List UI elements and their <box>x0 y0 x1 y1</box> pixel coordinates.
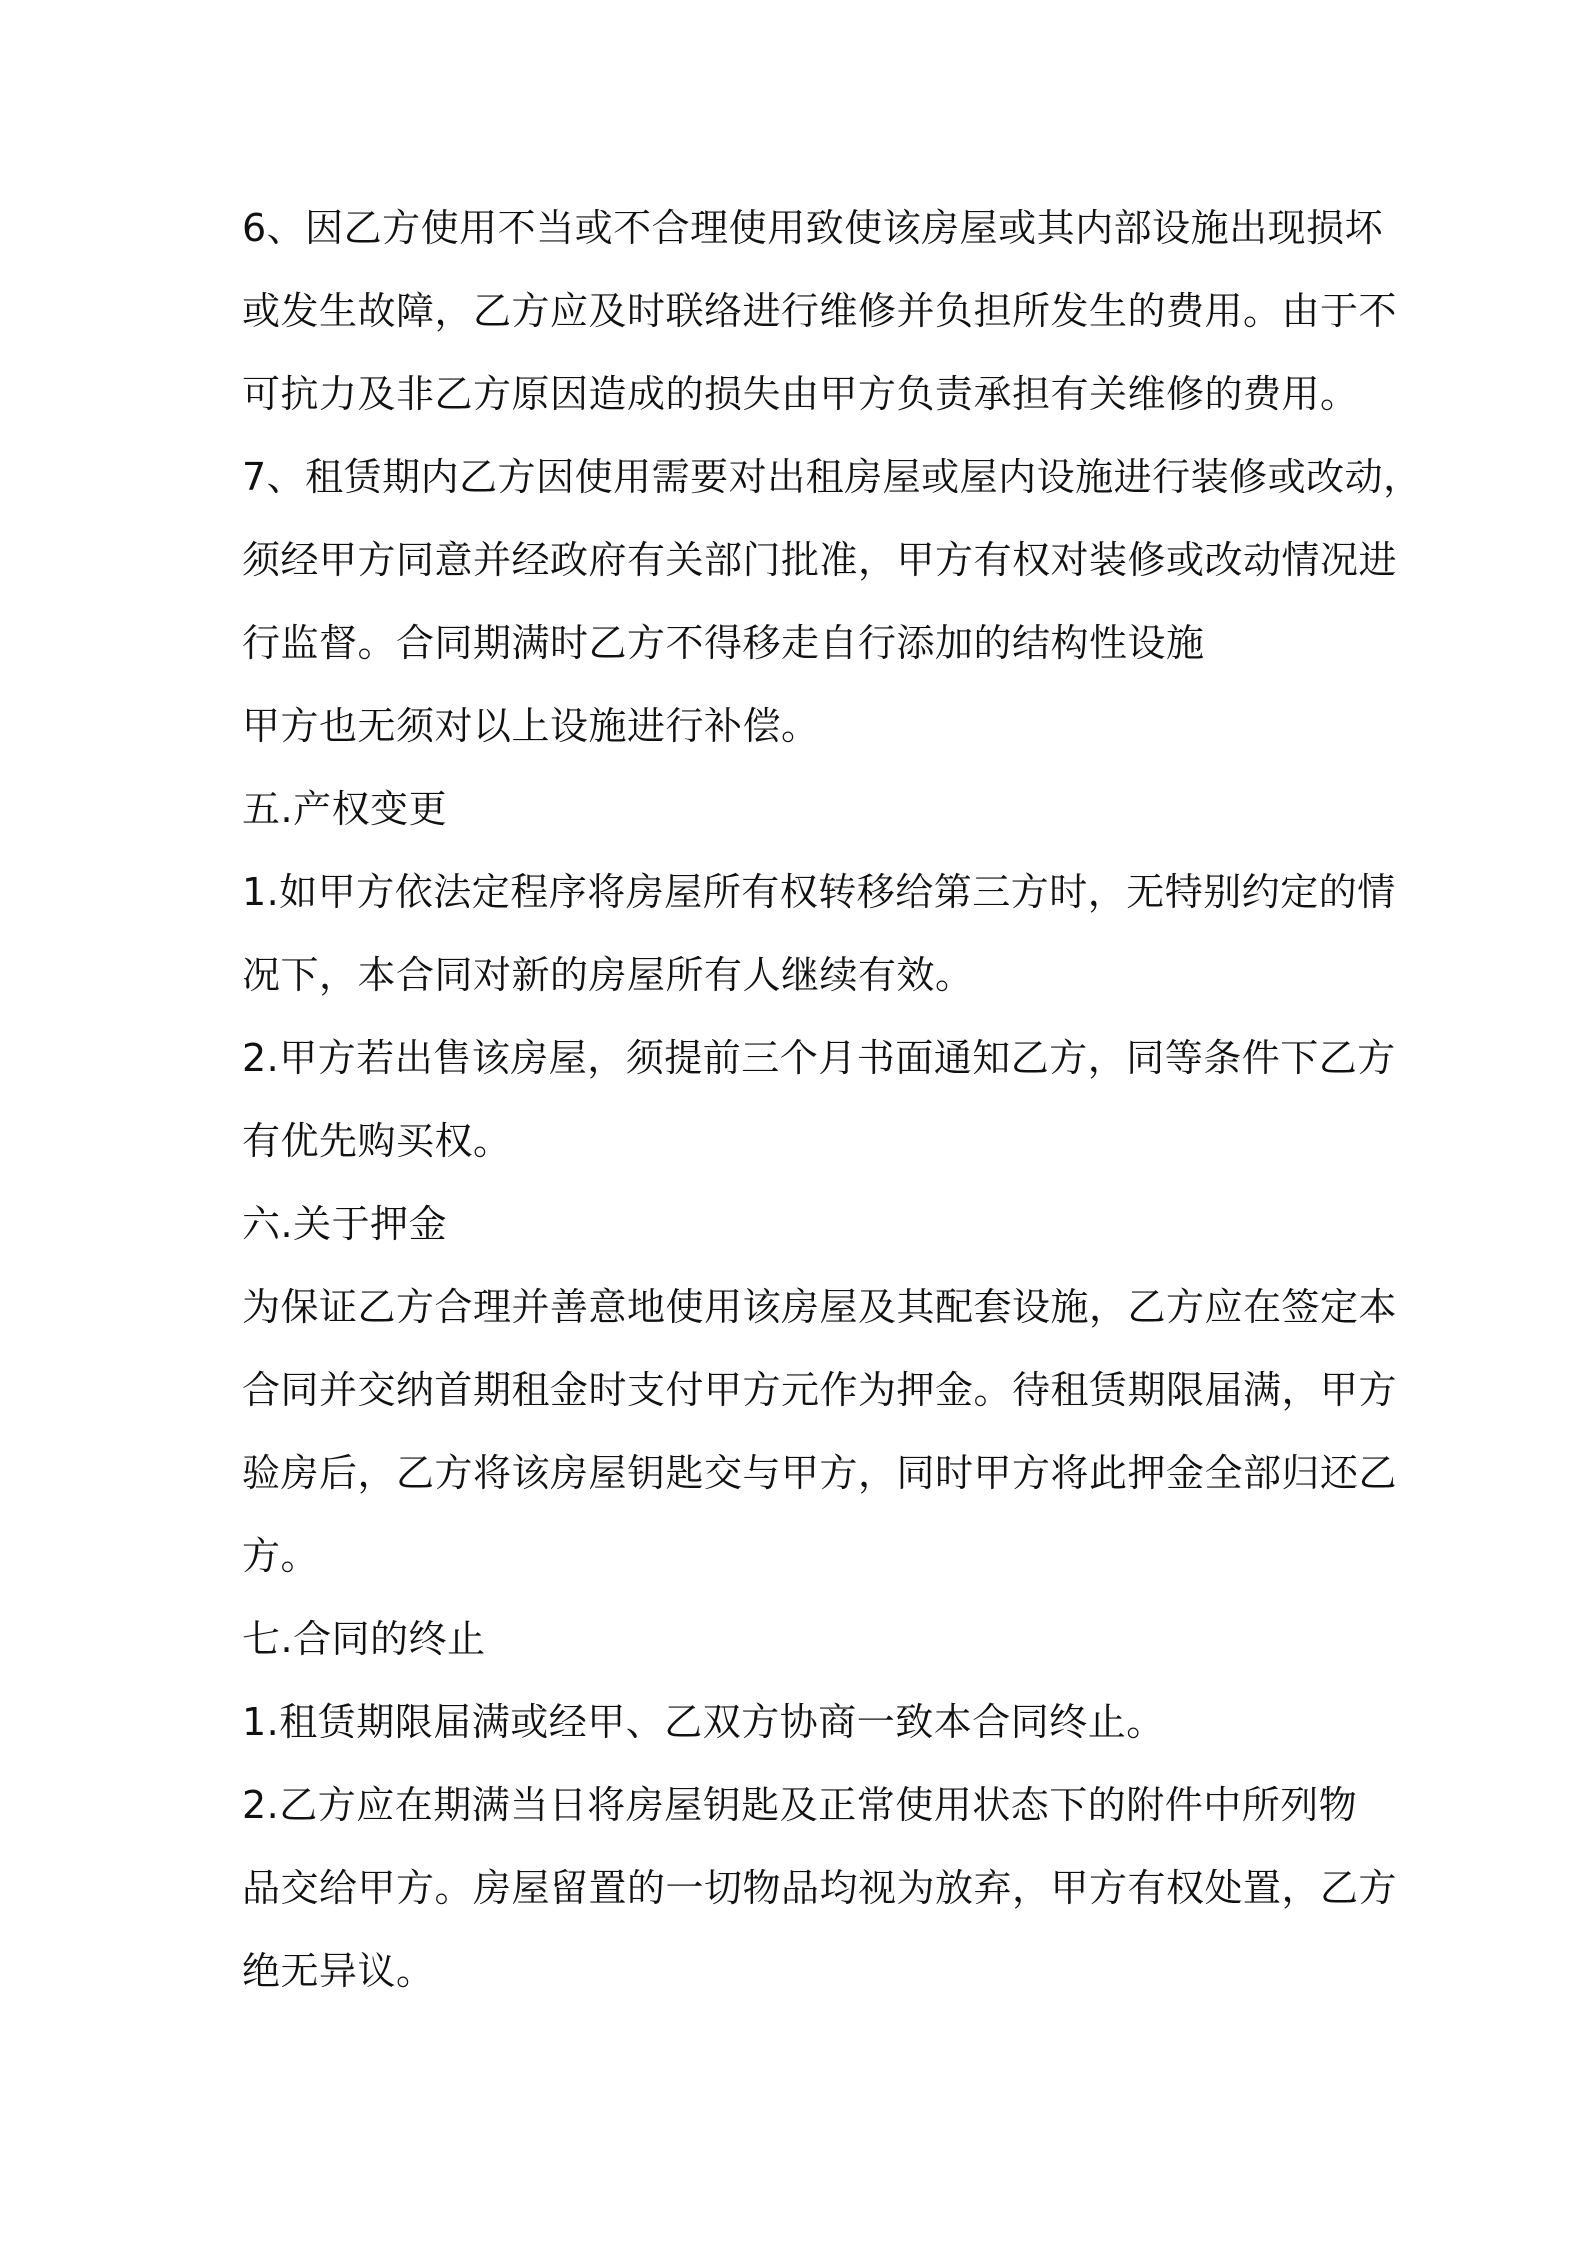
text-line: 或发生故障，乙方应及时联络进行维修并负担所发生的费用。由于不 <box>242 289 1398 333</box>
text-line: 绝无异议。 <box>242 1949 435 1993</box>
text-line: 为保证乙方合理并善意地使用该房屋及其配套设施，乙方应在签定本 <box>242 1285 1398 1329</box>
text-line: 6、因乙方使用不当或不合理使用致使该房屋或其内部设施出现损坏 <box>242 206 1384 250</box>
text-line: 1.租赁期限届满或经甲、乙双方协商一致本合同终止。 <box>242 1700 1165 1744</box>
text-line: 须经甲方同意并经政府有关部门批准，甲方有权对装修或改动情况进 <box>242 538 1398 582</box>
text-line: 2.甲方若出售该房屋，须提前三个月书面通知乙方，同等条件下乙方 <box>242 1036 1396 1080</box>
section-heading: 七.合同的终止 <box>242 1617 486 1661</box>
text-line: 方。 <box>242 1534 320 1578</box>
text-line: 验房后，乙方将该房屋钥匙交与甲方，同时甲方将此押金全部归还乙 <box>242 1451 1398 1495</box>
text-line: 行监督。合同期满时乙方不得移走自行添加的结构性设施 <box>242 621 1205 665</box>
text-line: 有优先购买权。 <box>242 1119 512 1163</box>
section-heading: 六.关于押金 <box>242 1202 448 1246</box>
text-line: 1.如甲方依法定程序将房屋所有权转移给第三方时，无特别约定的情 <box>242 870 1396 914</box>
text-line: 可抗力及非乙方原因造成的损失由甲方负责承担有关维修的费用。 <box>242 372 1359 416</box>
text-line: 况下，本合同对新的房屋所有人继续有效。 <box>242 953 974 997</box>
text-line: 品交给甲方。房屋留置的一切物品均视为放弃，甲方有权处置，乙方 <box>242 1866 1398 1910</box>
section-heading: 五.产权变更 <box>242 787 448 831</box>
text-line: 2.乙方应在期满当日将房屋钥匙及正常使用状态下的附件中所列物 <box>242 1783 1358 1827</box>
text-line: 合同并交纳首期租金时支付甲方元作为押金。待租赁期限届满，甲方 <box>242 1368 1398 1412</box>
text-line: 甲方也无须对以上设施进行补偿。 <box>242 704 820 748</box>
text-line: 7、租赁期内乙方因使用需要对出租房屋或屋内设施进行装修或改动， <box>242 455 1422 499</box>
